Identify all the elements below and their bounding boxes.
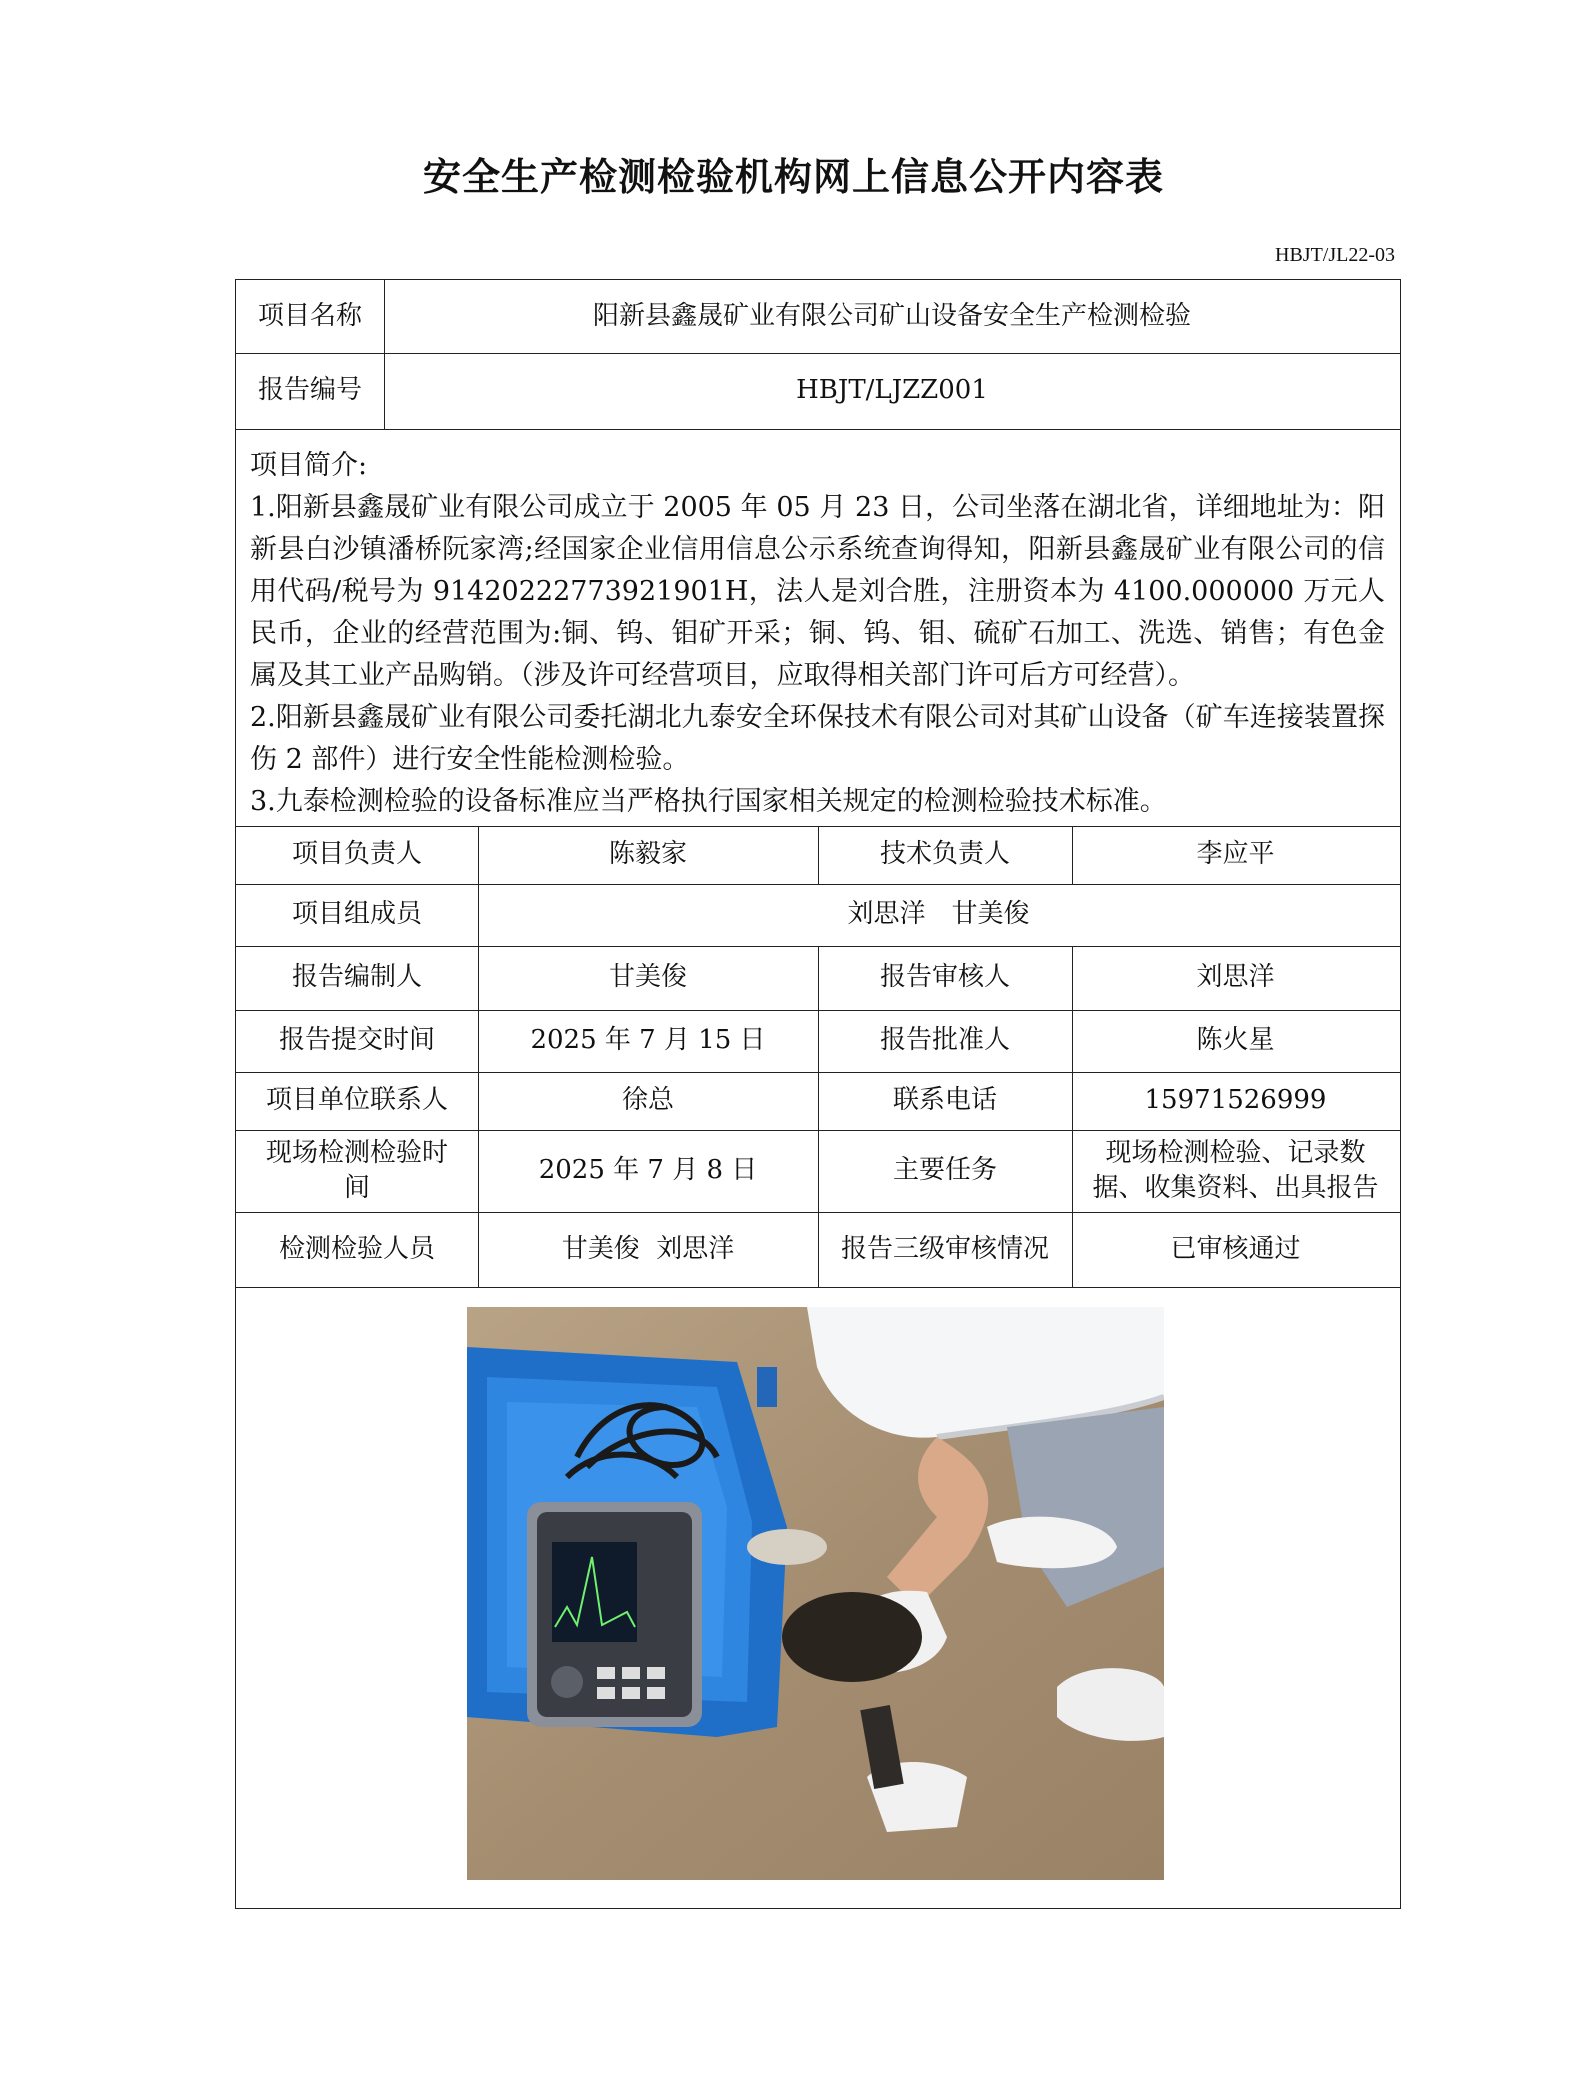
intro-paragraph-1: 1.阳新县鑫晟矿业有限公司成立于 2005 年 05 月 23 日，公司坐落在湖北省，详细地址为：阳新县白沙镇潘桥阮家湾;经国家企业信用信息公示系统查询得知，阳新县鑫晟矿业有限公司的信用代码/税号为 91420222773921901H，法人是刘合胜，注册资本为 4100.000000 万元人民币，企业的经营范围为:铜、钨、钼矿开采；铜、钨、钼、硫矿石加工、洗选、销售；有色金属及其工业产品购销。（涉及许可经营项目，应取得相关部门许可后方可经营）。 (250, 492, 1385, 691)
report-number-value: HBJT/LJZZ001 (796, 375, 988, 406)
team-members-value: 刘思洋 甘美俊 (847, 899, 1030, 930)
intro-paragraph-2: 2.阳新县鑫晟矿业有限公司委托湖北九泰安全环保技术有限公司对其矿山设备（矿车连接装置探伤 2 部件）进行安全性能检测检验。 (250, 702, 1385, 775)
team-members-label: 项目组成员 (291, 899, 422, 930)
document-number: HBJT/JL22-03 (1275, 244, 1395, 266)
page-title: 安全生产检测检验机构网上信息公开内容表 (422, 155, 1164, 199)
main-task-label: 主要任务 (892, 1155, 997, 1186)
project-name-label: 项目名称 (257, 300, 362, 331)
report-author-label: 报告编制人 (291, 962, 422, 993)
intro-label: 项目简介: (250, 450, 368, 481)
phone-label: 联系电话 (892, 1085, 997, 1116)
report-reviewer-value: 刘思洋 (1196, 962, 1275, 993)
contact-person-value: 徐总 (621, 1085, 674, 1116)
contact-person-label: 项目单位联系人 (265, 1085, 448, 1116)
three-level-review-label: 报告三级审核情况 (840, 1233, 1049, 1264)
project-leader-label: 项目负责人 (291, 839, 422, 870)
project-intro (236, 429, 1399, 817)
report-author-value: 甘美俊 (608, 962, 687, 993)
submit-time-label: 报告提交时间 (278, 1025, 435, 1056)
approver-label: 报告批准人 (879, 1025, 1010, 1056)
flaw-detector-icon (527, 1502, 702, 1727)
onsite-time-value: 2025 年 7 月 8 日 (538, 1155, 758, 1186)
approver-value: 陈火星 (1196, 1025, 1275, 1056)
project-leader-value: 陈毅家 (608, 839, 687, 870)
submit-time-value: 2025 年 7 月 15 日 (530, 1025, 766, 1056)
three-level-review-value: 已审核通过 (1170, 1233, 1301, 1264)
project-name-value: 阳新县鑫晟矿业有限公司矿山设备安全生产检测检验 (592, 300, 1191, 331)
onsite-time-label: 现场检测检验时间 (265, 1137, 448, 1203)
inspection-photo (467, 1307, 1164, 1880)
info-table (235, 279, 1401, 1909)
intro-paragraph-3: 3.九泰检测检验的设备标准应当严格执行国家相关规定的检测检验技术标准。 (250, 786, 1167, 817)
inspectors-label: 检测检验人员 (278, 1233, 435, 1264)
phone-value: 15971526999 (1144, 1085, 1327, 1116)
report-number-label: 报告编号 (257, 375, 362, 406)
inspectors-value: 甘美俊 刘思洋 (561, 1233, 735, 1264)
main-task-value: 现场检测检验、记录数据、收集资料、出具报告 (1092, 1137, 1379, 1203)
report-reviewer-label: 报告审核人 (879, 962, 1010, 993)
tech-leader-value: 李应平 (1196, 839, 1275, 870)
tech-leader-label: 技术负责人 (879, 839, 1010, 870)
